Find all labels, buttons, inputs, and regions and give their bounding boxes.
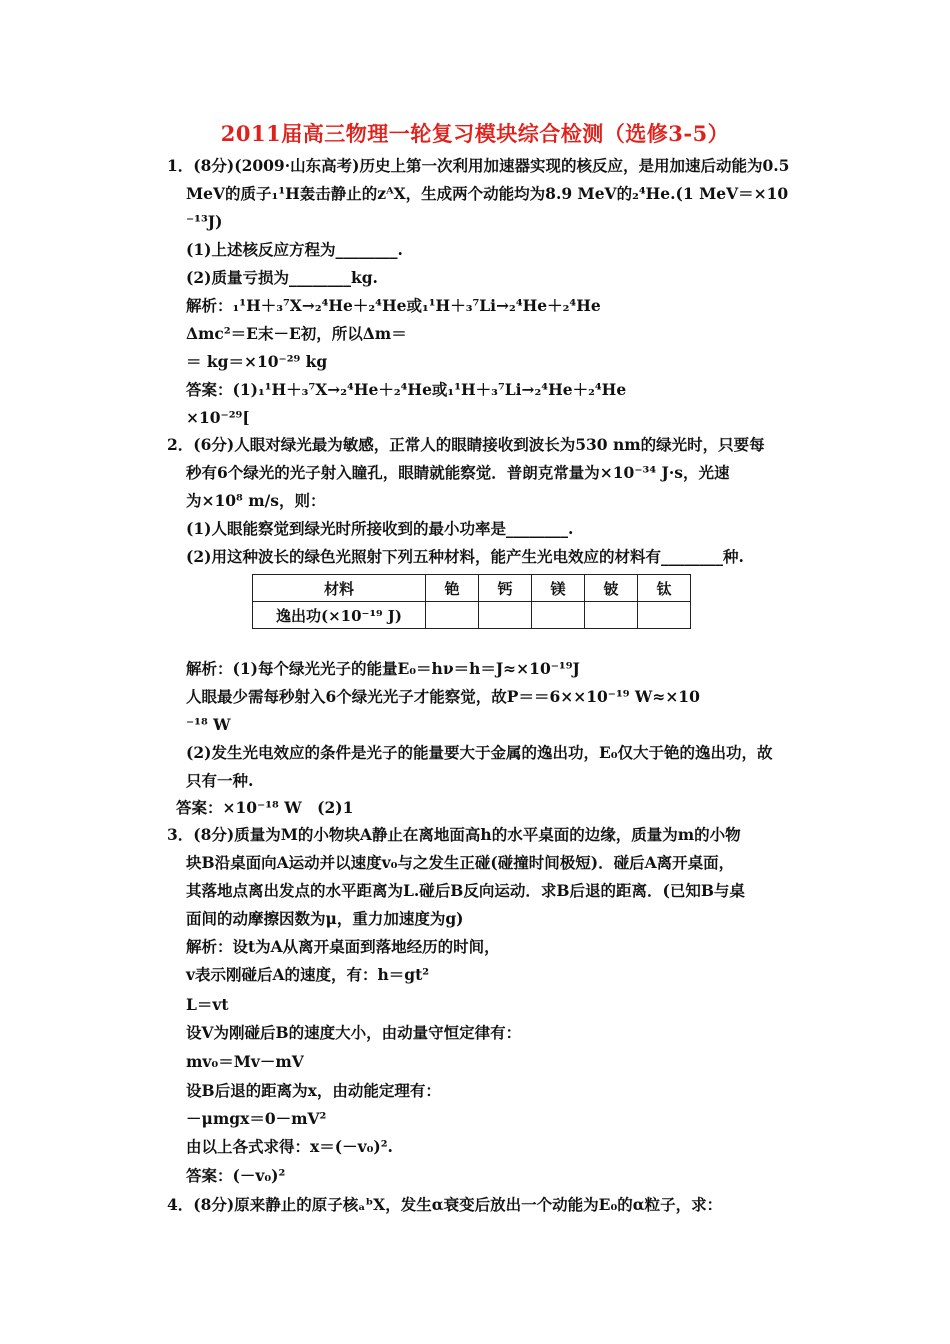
q2-solution-1: 解析：(1)每个绿光光子的能量E₀＝hν＝h＝J≈×10⁻¹⁹J: [186, 659, 580, 678]
q3-solution-1: 解析：设t为A从离开桌面到落地经历的时间，: [186, 937, 500, 956]
table-cell: [638, 602, 691, 629]
q2-line-2: 秒有6个绿光的光子射入瞳孔，眼睛就能察觉．普朗克常量为×10⁻³⁴ J·s，光速: [186, 463, 730, 482]
table-row-label-work-function: 逸出功(×10⁻¹⁹ J): [253, 602, 426, 629]
q2-part-1: (1)人眼能察觉到绿光时所接收到的最小功率是________.: [186, 519, 574, 538]
q3-answer: 答案：(－v₀)²: [186, 1166, 286, 1185]
table-row: [253, 575, 691, 602]
q3-line-1: 3．(8分)质量为M的小物块A静止在离地面高h的水平桌面的边缘，质量为m的小物: [167, 825, 741, 844]
q2-solution-5: 只有一种.: [186, 771, 254, 790]
q2-line-3: 为×10⁸ m/s，则：: [186, 491, 326, 510]
q2-part-2: (2)用这种波长的绿色光照射下列五种材料，能产生光电效应的材料有________种.: [186, 547, 744, 566]
q3-solution-5: mv₀＝Mv－mV: [186, 1052, 304, 1071]
table-header-titanium: 钛: [638, 575, 691, 602]
q1-solution-2: Δmc²＝E末－E初，所以Δm＝: [186, 324, 407, 343]
table-header-cesium: 铯: [426, 575, 479, 602]
table-cell: [585, 602, 638, 629]
table-cell: [426, 602, 479, 629]
q3-solution-3: L＝vt: [186, 995, 229, 1014]
q1-line-3: ⁻¹³J): [186, 212, 223, 231]
page-title: 2011届高三物理一轮复习模块综合检测（选修3-5）: [220, 121, 730, 146]
q3-solution-4: 设V为刚碰后B的速度大小，由动量守恒定律有：: [186, 1023, 522, 1042]
q1-part-1: (1)上述核反应方程为________.: [186, 240, 403, 259]
q2-answer: 答案：×10⁻¹⁸ W (2)1: [176, 798, 354, 817]
q2-solution-2: 人眼最少需每秒射入6个绿光光子才能察觉，故P＝＝6××10⁻¹⁹ W≈×10: [186, 687, 700, 706]
q3-solution-2: v表示刚碰后A的速度，有：h＝gt²: [186, 965, 430, 984]
q2-solution-4: (2)发生光电效应的条件是光子的能量要大于金属的逸出功，E₀仅大于铯的逸出功，故: [186, 743, 773, 762]
table-header-calcium: 钙: [479, 575, 532, 602]
q1-answer-1: 答案：(1)₁¹H＋₃⁷X→₂⁴He＋₂⁴He或₁¹H＋₃⁷Li→₂⁴He＋₂⁴He: [186, 380, 627, 399]
q3-line-2: 块B沿桌面向A运动并以速度v₀与之发生正碰(碰撞时间极短)．碰后A离开桌面，: [186, 853, 735, 872]
q3-solution-7: －μmgx＝0－mV²: [186, 1109, 327, 1128]
q1-line-1: 1．(8分)(2009·山东高考)历史上第一次利用加速器实现的核反应，是用加速后动能为0.5: [167, 156, 790, 175]
table-header-material: 材料: [253, 575, 426, 602]
q2-solution-3: ⁻¹⁸ W: [186, 715, 231, 734]
work-function-table: [252, 574, 691, 629]
q1-line-2: MeV的质子₁¹H轰击静止的zᴬX，生成两个动能均为8.9 MeV的₂⁴He.(1 MeV＝×10: [186, 184, 789, 203]
q4-line-1: 4．(8分)原来静止的原子核ₐᵇX，发生α衰变后放出一个动能为E₀的α粒子，求：: [167, 1195, 723, 1214]
table-header-beryllium: 铍: [585, 575, 638, 602]
table-cell: [479, 602, 532, 629]
q3-line-3: 其落地点离出发点的水平距离为L.碰后B反向运动．求B后退的距离．(已知B与桌: [186, 881, 745, 900]
q1-answer-2: ×10⁻²⁹[: [186, 408, 250, 427]
q2-line-1: 2．(6分)人眼对绿光最为敏感，正常人的眼睛接收到波长为530 nm的绿光时，只要每: [167, 435, 765, 454]
q1-solution-3: ＝ kg＝×10⁻²⁹ kg: [186, 352, 328, 371]
q1-solution-1: 解析：₁¹H＋₃⁷X→₂⁴He＋₂⁴He或₁¹H＋₃⁷Li→₂⁴He＋₂⁴He: [186, 296, 601, 315]
q3-solution-8: 由以上各式求得：x＝(－v₀)².: [186, 1137, 393, 1156]
table-header-magnesium: 镁: [532, 575, 585, 602]
q1-part-2: (2)质量亏损为________kg.: [186, 268, 378, 287]
table-row: [253, 602, 691, 629]
q3-solution-6: 设B后退的距离为x，由动能定理有：: [186, 1081, 441, 1100]
table-cell: [532, 602, 585, 629]
q3-line-4: 面间的动摩擦因数为μ，重力加速度为g): [186, 909, 464, 928]
